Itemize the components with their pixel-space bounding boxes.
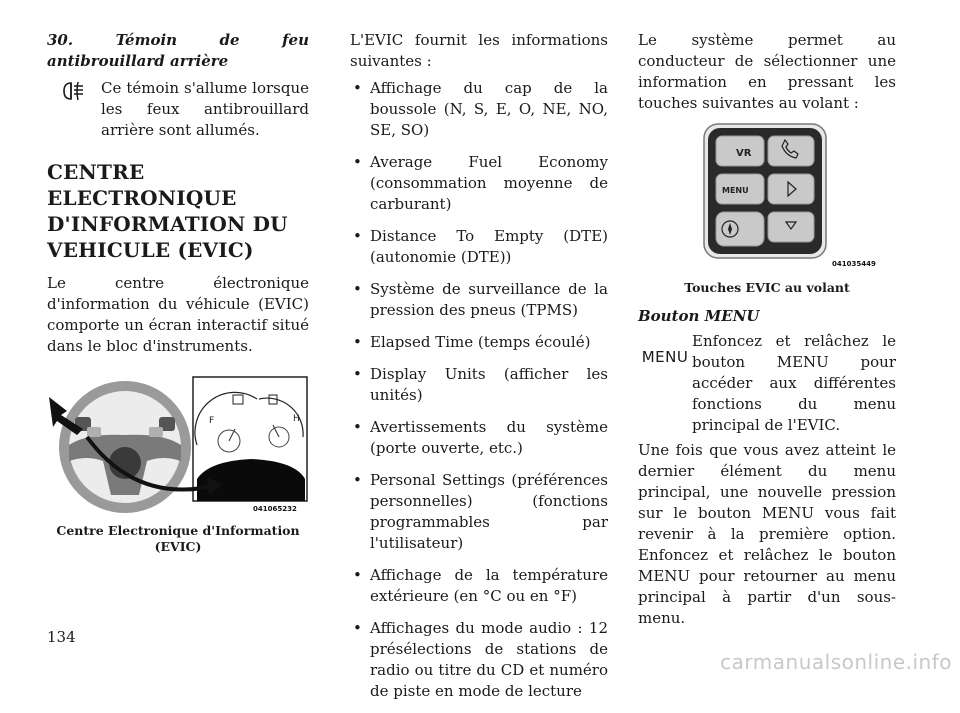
list-item: • Personal Settings (préférences personnelles) (fonctions programmables par l'utilisateur) (350, 470, 608, 554)
evic-heading: CENTRE ELECTRONIQUE D'INFORMATION DU VEHICULE (EVIC) (47, 160, 288, 262)
rear-fog-lamp-icon (47, 78, 101, 102)
evic-intro: Le centre électronique d'information du véhicule (EVIC) comporte un écran interactif situé dans le bloc d'instruments. (47, 274, 309, 355)
evic-cluster-figure (47, 375, 309, 555)
menu-button-paragraph (638, 331, 896, 436)
svg-text:H: H (293, 414, 300, 424)
left-column (47, 30, 309, 555)
watermark: carmanualsonline.info (720, 650, 952, 674)
evic-figure-caption: Centre Electronique d'Information (EVIC) (56, 523, 300, 554)
list-item: • Avertissements du système (porte ouverte, etc.) (350, 417, 608, 459)
menu-icon: MENU (641, 348, 689, 366)
page-number: 134 (47, 628, 76, 646)
svg-text:041035449: 041035449 (832, 260, 876, 268)
rear-fog-lamp-paragraph (47, 78, 309, 141)
list-item: • Affichage du cap de la boussole (N, S, E, O, NE, NO, SE, SO) (350, 78, 608, 141)
svg-text:VR: VR (736, 148, 752, 159)
list-item: • Distance To Empty (DTE) (autonomie (DTE)) (350, 226, 608, 268)
right-column (638, 30, 896, 641)
svg-text:F: F (209, 416, 215, 426)
list-item: • Affichage de la température extérieure (en °C ou en °F) (350, 565, 608, 607)
list-item: • Affichages du mode audio : 12 présélections de stations de radio ou titre du CD et numéro de piste en mode de lecture (350, 618, 608, 702)
section-title-rear-fog-lamp: 30. Témoin de feu antibrouillard arrière (47, 31, 309, 70)
svg-text:MENU: MENU (722, 186, 749, 195)
steering-switches-caption: Touches EVIC au volant (684, 280, 850, 295)
menu-button-body: Une fois que vous avez atteint le dernier élément du menu principal, une nouvelle pression sur le bouton MENU vous fait revenir à la première option. Enfoncez et relâchez le bouton MENU pour retourner au menu principal à partir d'un sous-menu. (638, 441, 896, 627)
steering-buttons-intro: Le système permet au conducteur de sélectionner une information en pressant les touches suivantes au volant : (638, 31, 896, 112)
menu-button-title: Bouton MENU (638, 307, 760, 325)
menu-button-description: Enfoncez et relâchez le bouton MENU pour accéder aux différentes fonctions du menu principal de l'EVIC. (692, 332, 896, 434)
list-item: • Average Fuel Economy (consommation moyenne de carburant) (350, 152, 608, 215)
list-item: • Display Units (afficher les unités) (350, 364, 608, 406)
list-item: • Système de surveillance de la pression des pneus (TPMS) (350, 279, 608, 321)
steering-switches-figure (638, 122, 896, 296)
list-item: • Elapsed Time (temps écoulé) (350, 332, 608, 353)
steering-switches-illustration (638, 122, 896, 272)
evic-info-intro: L'EVIC fournit les informations suivantes : (350, 31, 608, 70)
evic-info-list (350, 78, 608, 702)
middle-column (350, 30, 608, 713)
rear-fog-lamp-description: Ce témoin s'allume lorsque les feux antibrouillard arrière sont allumés. (101, 79, 309, 139)
svg-text:041065232: 041065232 (253, 505, 297, 513)
steering-wheel-cluster-illustration (47, 375, 309, 515)
